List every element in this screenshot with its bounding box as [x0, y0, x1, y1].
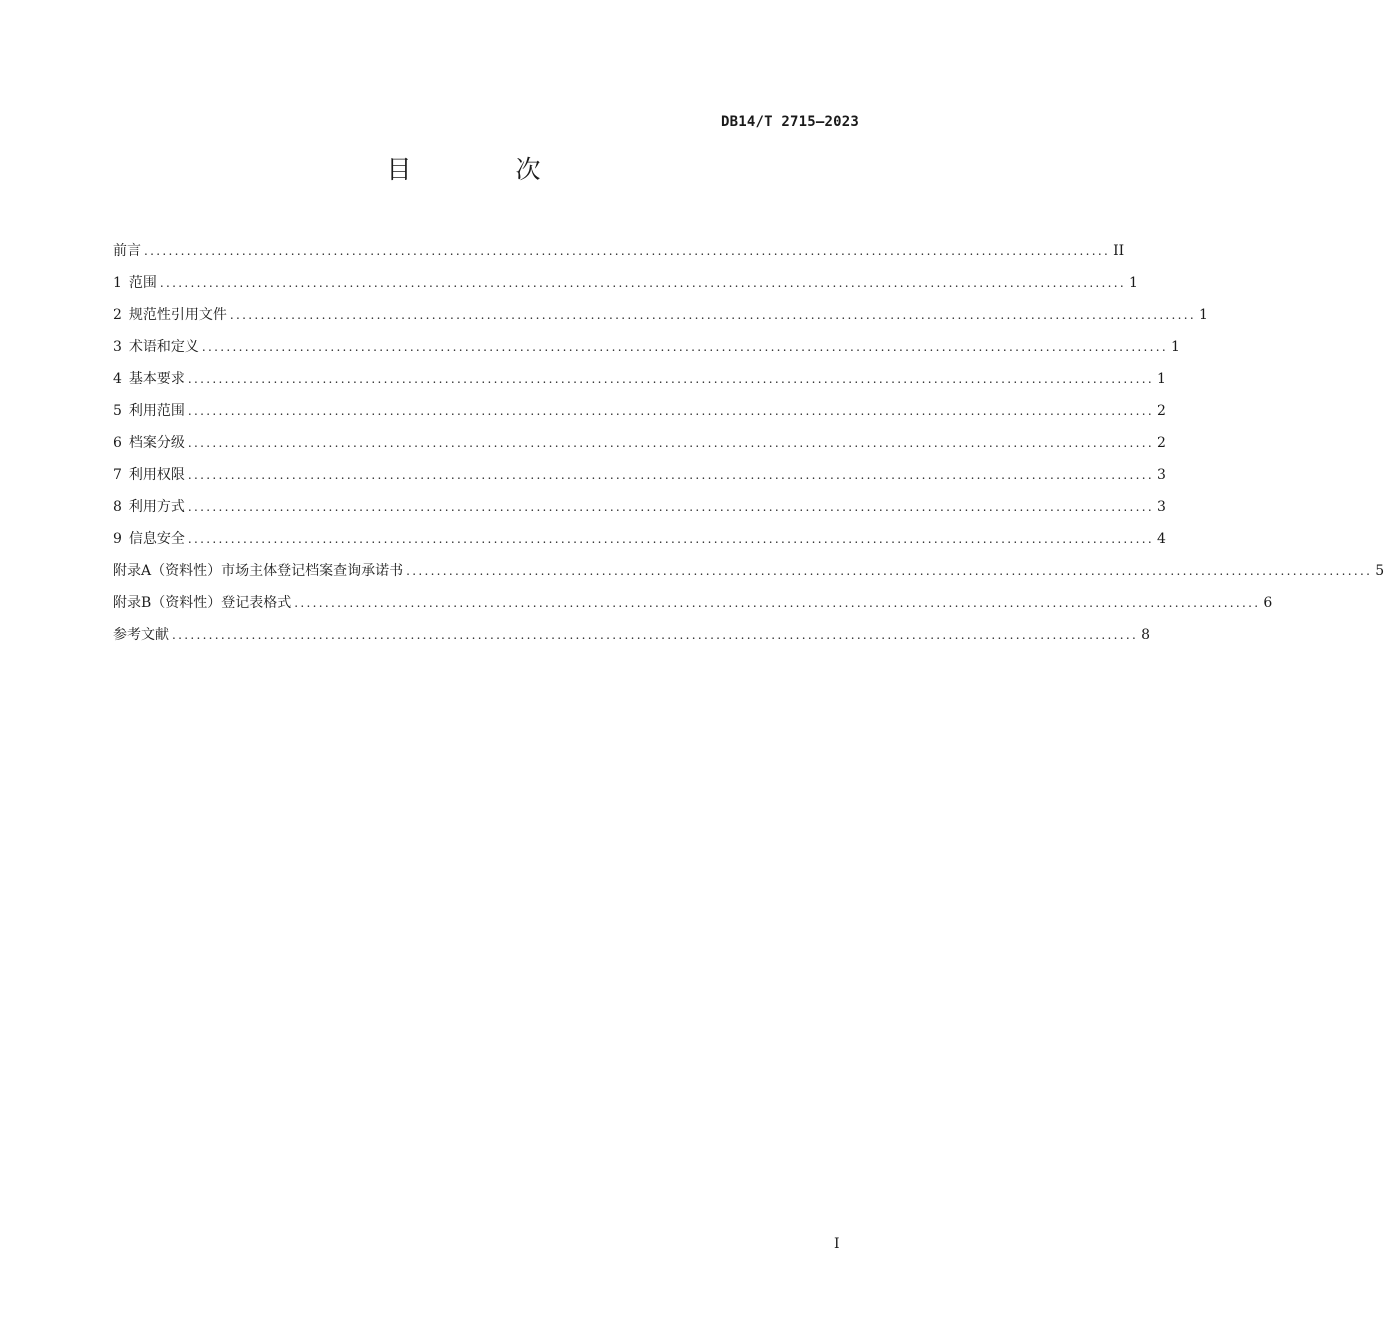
table-of-contents [113, 240, 1384, 656]
page-title: 目 次 [386, 155, 589, 184]
toc-leader-dots: .............................................................................................................................................................. [187, 532, 1155, 546]
toc-entry-page: 1 [1171, 339, 1180, 355]
toc-leader-dots: .............................................................................................................................................................. [187, 436, 1155, 450]
toc-leader-dots: .............................................................................................................................................................. [406, 564, 1373, 578]
toc-entry-label: 9 信息安全 [113, 531, 185, 547]
toc-entry-label: 3 术语和定义 [113, 339, 199, 355]
toc-leader-dots: .............................................................................................................................................................. [294, 596, 1261, 610]
toc-entry-appendix-b[interactable] [113, 592, 1273, 624]
toc-entry-label: 5 利用范围 [113, 403, 185, 419]
toc-entry-label: 附录B（资料性）登记表格式 [113, 595, 292, 611]
toc-entry-page: 3 [1157, 467, 1166, 483]
toc-entry-label: 7 利用权限 [113, 467, 185, 483]
toc-entry-scope[interactable] [113, 272, 1138, 304]
toc-entry-page: 1 [1199, 307, 1208, 323]
toc-entry-foreword[interactable] [113, 240, 1125, 272]
toc-entry-appendix-a[interactable] [113, 560, 1384, 592]
toc-leader-dots: .............................................................................................................................................................. [187, 500, 1155, 514]
toc-leader-dots: .............................................................................................................................................................. [187, 372, 1155, 386]
toc-leader-dots: .............................................................................................................................................................. [172, 628, 1139, 642]
toc-entry-page: 6 [1263, 595, 1273, 611]
toc-entry-information-security[interactable] [113, 528, 1166, 560]
toc-entry-page: 4 [1157, 531, 1166, 547]
toc-entry-page: 2 [1157, 403, 1166, 419]
toc-entry-label: 参考文献 [113, 627, 169, 643]
toc-entry-label: 1 范围 [113, 275, 157, 291]
toc-entry-page: 1 [1129, 275, 1138, 291]
toc-entry-basic-requirements[interactable] [113, 368, 1166, 400]
toc-entry-terms-definitions[interactable] [113, 336, 1180, 368]
toc-entry-label: 前言 [113, 243, 141, 259]
toc-entry-usage-permissions[interactable] [113, 464, 1166, 496]
toc-entry-label: 6 档案分级 [113, 435, 185, 451]
toc-leader-dots: .............................................................................................................................................................. [159, 276, 1127, 290]
toc-entry-page: 3 [1157, 499, 1166, 515]
toc-entry-archive-classification[interactable] [113, 432, 1166, 464]
toc-entry-page: 2 [1157, 435, 1166, 451]
toc-entry-usage-scope[interactable] [113, 400, 1166, 432]
toc-entry-normative-references[interactable] [113, 304, 1208, 336]
toc-entry-page: 1 [1157, 371, 1166, 387]
toc-entry-label: 2 规范性引用文件 [113, 307, 227, 323]
toc-entry-usage-methods[interactable] [113, 496, 1166, 528]
toc-entry-references[interactable] [113, 624, 1151, 656]
toc-entry-page: II [1113, 243, 1125, 259]
toc-leader-dots: .............................................................................................................................................................. [201, 340, 1169, 354]
toc-leader-dots: .............................................................................................................................................................. [144, 244, 1111, 258]
toc-entry-page: 5 [1375, 563, 1384, 579]
toc-entry-page: 8 [1141, 627, 1151, 643]
toc-entry-label: 4 基本要求 [113, 371, 185, 387]
toc-leader-dots: .............................................................................................................................................................. [229, 308, 1197, 322]
document-code: DB14/T 2715—2023 [720, 114, 859, 130]
toc-entry-label: 8 利用方式 [113, 499, 185, 515]
toc-leader-dots: .............................................................................................................................................................. [187, 468, 1155, 482]
page-number: I [834, 1236, 840, 1252]
toc-leader-dots: .............................................................................................................................................................. [187, 404, 1155, 418]
toc-entry-label: 附录A（资料性）市场主体登记档案查询承诺书 [113, 563, 404, 579]
